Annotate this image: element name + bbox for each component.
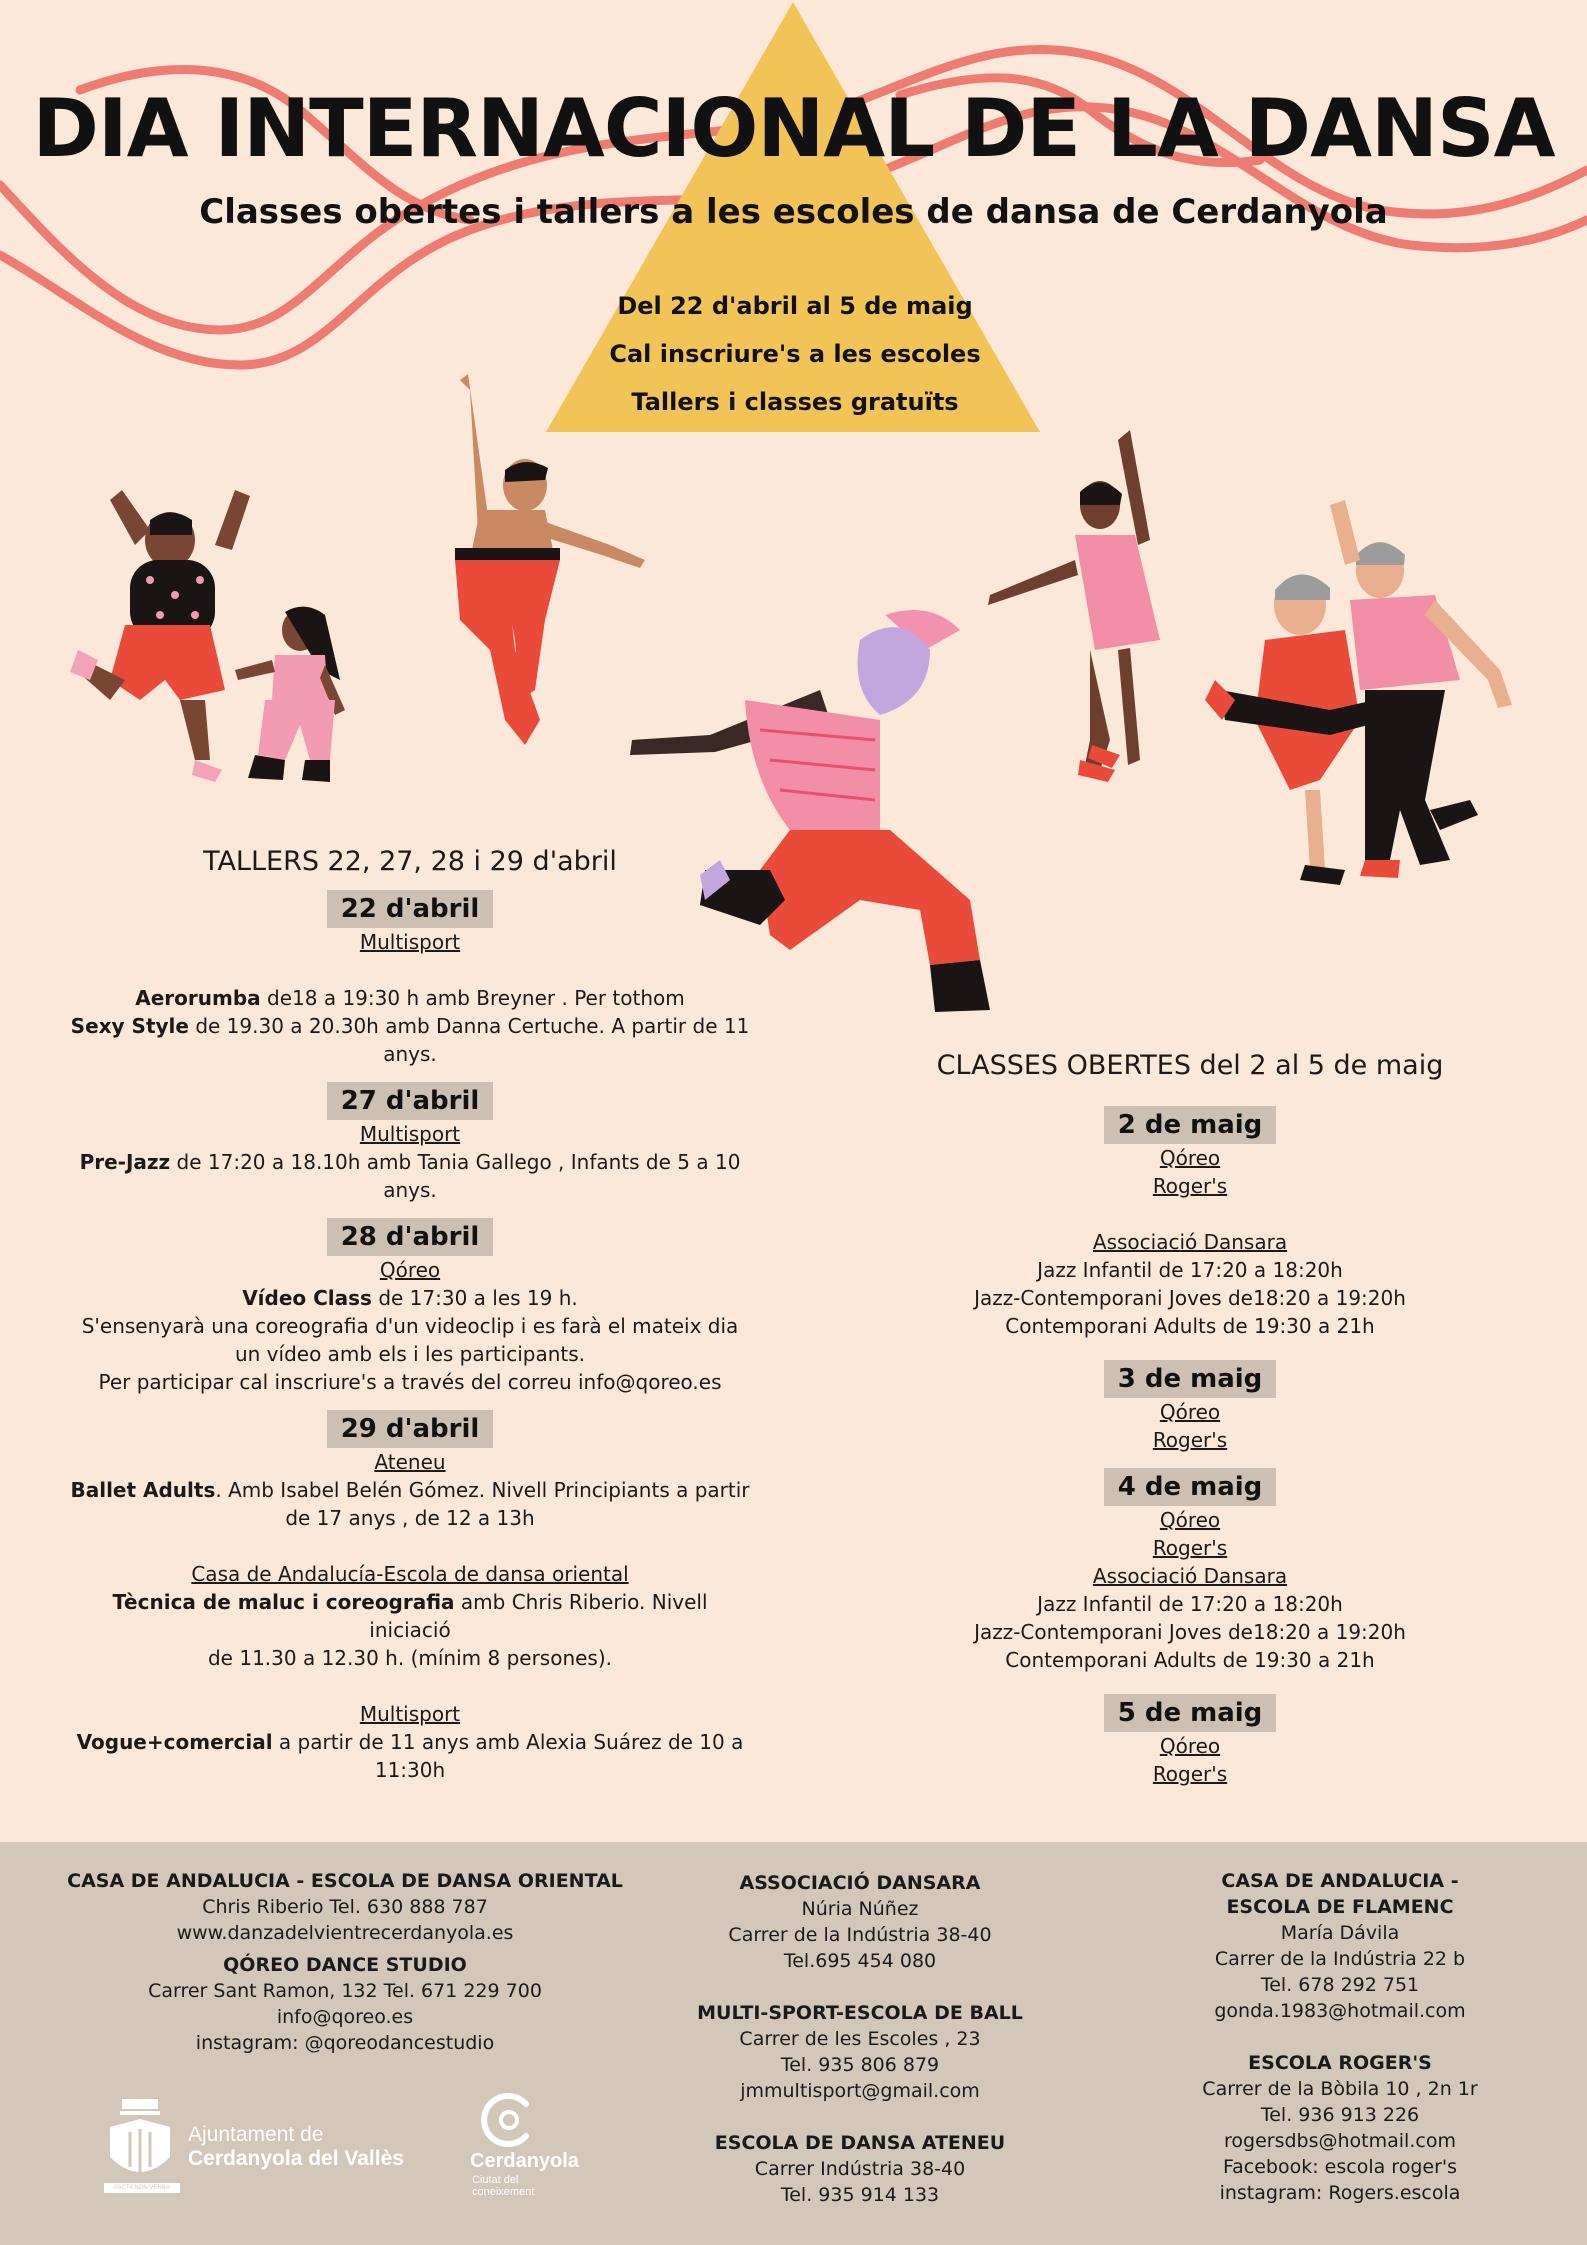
logo-line2: Cerdanyola del Vallès <box>188 2147 404 2170</box>
classes-title: CLASSES OBERTES del 2 al 5 de maig <box>936 1050 1444 1081</box>
contact-line: Carrer de les Escoles , 23 <box>739 2028 981 2050</box>
venue-link[interactable]: Qóreo <box>1159 1400 1221 1424</box>
school-name: QÓREO DANCE STUDIO <box>223 1954 467 1976</box>
venue-link[interactable]: Roger's <box>1152 1428 1228 1452</box>
contact-line: Tel. 678 292 751 <box>1260 1974 1420 1996</box>
date-badge-27-abril: 27 d'abril <box>327 1082 494 1120</box>
school-name: MULTI-SPORT-ESCOLA DE BALL <box>697 2002 1023 2024</box>
workshop-text: de 17 anys , de 12 a 13h <box>285 1506 535 1530</box>
venue-link[interactable]: Roger's <box>1152 1174 1228 1198</box>
footer <box>0 1842 1587 2245</box>
contact-line: Núria Núñez <box>801 1898 919 1920</box>
school-name: ESCOLA DE FLAMENC <box>1226 1896 1454 1918</box>
dancer-senior-couple <box>1205 500 1512 885</box>
venue-link[interactable]: Qóreo <box>1159 1146 1221 1170</box>
class-text: Jazz-Contemporani Joves de18:20 a 19:20h <box>974 1286 1406 1310</box>
contact-line: Carrer Indústria 38-40 <box>754 2158 966 2180</box>
workshop-text: anys. <box>383 1042 437 1066</box>
dancer-man-cross-shirt <box>70 490 250 782</box>
contact-line: Carrer de la Bòbila 10 , 2n 1r <box>1202 2078 1478 2100</box>
triangle-free: Tallers i classes gratuïts <box>631 388 959 416</box>
venue-link[interactable]: Associació Dansara <box>1092 1230 1288 1254</box>
class-text: Contemporani Adults de 19:30 a 21h <box>1005 1314 1375 1338</box>
date-badge-4-maig: 4 de maig <box>1104 1468 1277 1506</box>
dancer-girl-ponytail <box>235 607 345 782</box>
date-badge-22-abril: 22 d'abril <box>327 890 494 928</box>
class-text: Contemporani Adults de 19:30 a 21h <box>1005 1648 1375 1672</box>
venue-link[interactable]: Multisport <box>359 930 461 954</box>
date-badge-3-maig: 3 de maig <box>1104 1360 1277 1398</box>
class-text: Jazz Infantil de 17:20 a 18:20h <box>1037 1592 1343 1616</box>
triangle-dates: Del 22 d'abril al 5 de maig <box>617 292 973 320</box>
contact-line: Tel. 935 914 133 <box>780 2184 940 2206</box>
school-name: ESCOLA ROGER'S <box>1248 2052 1432 2074</box>
social-link[interactable]: instagram: Rogers.escola <box>1219 2182 1461 2204</box>
contact-line: Carrer Sant Ramon, 132 Tel. 671 229 700 <box>148 1980 542 2002</box>
venue-link[interactable]: Multisport <box>359 1122 461 1146</box>
contact-line: Carrer de la Indústria 38-40 <box>728 1924 992 1946</box>
class-text: Jazz Infantil de 17:20 a 18:20h <box>1037 1258 1343 1282</box>
contact-line: María Dávila <box>1280 1922 1400 1944</box>
website-link[interactable]: www.danzadelvientrecerdanyola.es <box>176 1922 514 1944</box>
workshop-vogue: Vogue+comercial a partir de 11 anys amb Alexia Suárez de 10 a <box>76 1730 744 1754</box>
logo-line1: Ajuntament de <box>188 2123 324 2146</box>
triangle-registration: Cal inscriure's a les escoles <box>609 340 981 368</box>
contact-line: Tel. 935 806 879 <box>780 2054 940 2076</box>
class-text: Jazz-Contemporani Joves de18:20 a 19:20h <box>974 1620 1406 1644</box>
school-name: CASA DE ANDALUCIA - ESCOLA DE DANSA ORIENTAL <box>67 1870 623 1892</box>
venue-link[interactable]: Associació Dansara <box>1092 1564 1288 1588</box>
date-badge-2-maig: 2 de maig <box>1104 1106 1277 1144</box>
workshop-text: anys. <box>383 1178 437 1202</box>
venue-link[interactable]: Roger's <box>1152 1536 1228 1560</box>
workshop-sexy-style: Sexy Style de 19.30 a 20.30h amb Danna Certuche. A partir de 11 <box>70 1014 750 1038</box>
venue-link[interactable]: Qóreo <box>1159 1508 1221 1532</box>
classes-section <box>880 1052 1500 1788</box>
main-title: DIA INTERNACIONAL DE LA DANSA <box>32 82 1555 175</box>
workshop-video-class: Vídeo Class de 17:30 a les 19 h. <box>242 1286 578 1310</box>
contact-line: Chris Riberio Tel. 630 888 787 <box>202 1896 488 1918</box>
date-badge-28-abril: 28 d'abril <box>327 1218 494 1256</box>
workshop-text: un vídeo amb els i les participants. <box>234 1342 586 1366</box>
workshop-ballet-adults: Ballet Adults. Amb Isabel Belén Gómez. Nivell Principiants a partir <box>70 1478 750 1502</box>
school-name: ASSOCIACIÓ DANSARA <box>739 1872 981 1894</box>
workshop-text: Per participar cal inscriure's a través del correu info@qoreo.es <box>98 1370 722 1394</box>
cerdanyola-tag1: Ciutat del <box>472 2174 519 2186</box>
social-link[interactable]: Facebook: escola roger's <box>1222 2156 1458 2178</box>
email-link[interactable]: gonda.1983@hotmail.com <box>1214 2000 1466 2022</box>
coat-of-arms-icon <box>100 2097 190 2197</box>
email-link[interactable]: rogersdbs@hotmail.com <box>1224 2130 1456 2152</box>
venue-link[interactable]: Ateneu <box>374 1450 446 1474</box>
dancer-woman-pink-dress <box>988 430 1160 782</box>
contact-line: Tel. 936 913 226 <box>1260 2104 1420 2126</box>
email-link[interactable]: jmmultisport@gmail.com <box>740 2080 980 2102</box>
contact-line: Carrer de la Indústria 22 b <box>1214 1948 1466 1970</box>
workshop-text: S'ensenyarà una coreografia d'un videoclip i es farà el mateix dia <box>81 1314 739 1338</box>
workshop-aerorumba: Aerorumba de18 a 19:30 h amb Breyner . Per tothom <box>135 986 685 1010</box>
footer-contacts-center <box>640 1870 1080 2208</box>
cerdanyola-name: Cerdanyola <box>470 2150 579 2172</box>
venue-link[interactable]: Roger's <box>1152 1762 1228 1786</box>
footer-contacts-left <box>40 1868 650 2056</box>
school-name: CASA DE ANDALUCIA - <box>1221 1870 1459 1892</box>
venue-link[interactable]: Qóreo <box>379 1258 441 1282</box>
venue-link[interactable]: Qóreo <box>1159 1734 1221 1758</box>
subtitle: Classes obertes i tallers a les escoles de dansa de Cerdanyola <box>199 192 1388 232</box>
contact-line: Tel.695 454 080 <box>783 1950 937 1972</box>
contact-line: instagram: @qoreodancestudio <box>195 2032 495 2054</box>
email-link[interactable]: info@qoreo.es <box>276 2006 414 2028</box>
cerdanyola-logo <box>470 2092 610 2202</box>
tallers-title: TALLERS 22, 27, 28 i 29 d'abril <box>203 846 617 877</box>
workshop-tecnica-maluc: Tècnica de maluc i coreografia amb Chris Riberio. Nivell iniciació <box>112 1590 708 1642</box>
cerdanyola-tag2: coneixement <box>472 2186 535 2198</box>
logo-motto: FACTA NON VERBA <box>114 2185 170 2191</box>
workshop-pre-jazz: Pre-Jazz de 17:20 a 18.10h amb Tania Gallego , Infants de 5 a 10 <box>79 1150 741 1174</box>
footer-contacts-right <box>1130 1868 1550 2206</box>
ajuntament-logo <box>100 2097 440 2197</box>
date-badge-5-maig: 5 de maig <box>1104 1694 1277 1732</box>
tallers-section <box>70 848 750 1784</box>
cerdanyola-c-icon <box>474 2092 544 2148</box>
school-name: ESCOLA DE DANSA ATENEU <box>714 2132 1006 2154</box>
venue-link[interactable]: Casa de Andalucía-Escola de dansa oriental <box>191 1562 629 1586</box>
date-badge-29-abril: 29 d'abril <box>327 1410 494 1448</box>
venue-link[interactable]: Multisport <box>359 1702 461 1726</box>
workshop-text: de 11.30 a 12.30 h. (mínim 8 persones). <box>207 1646 613 1670</box>
workshop-text: 11:30h <box>374 1758 446 1782</box>
